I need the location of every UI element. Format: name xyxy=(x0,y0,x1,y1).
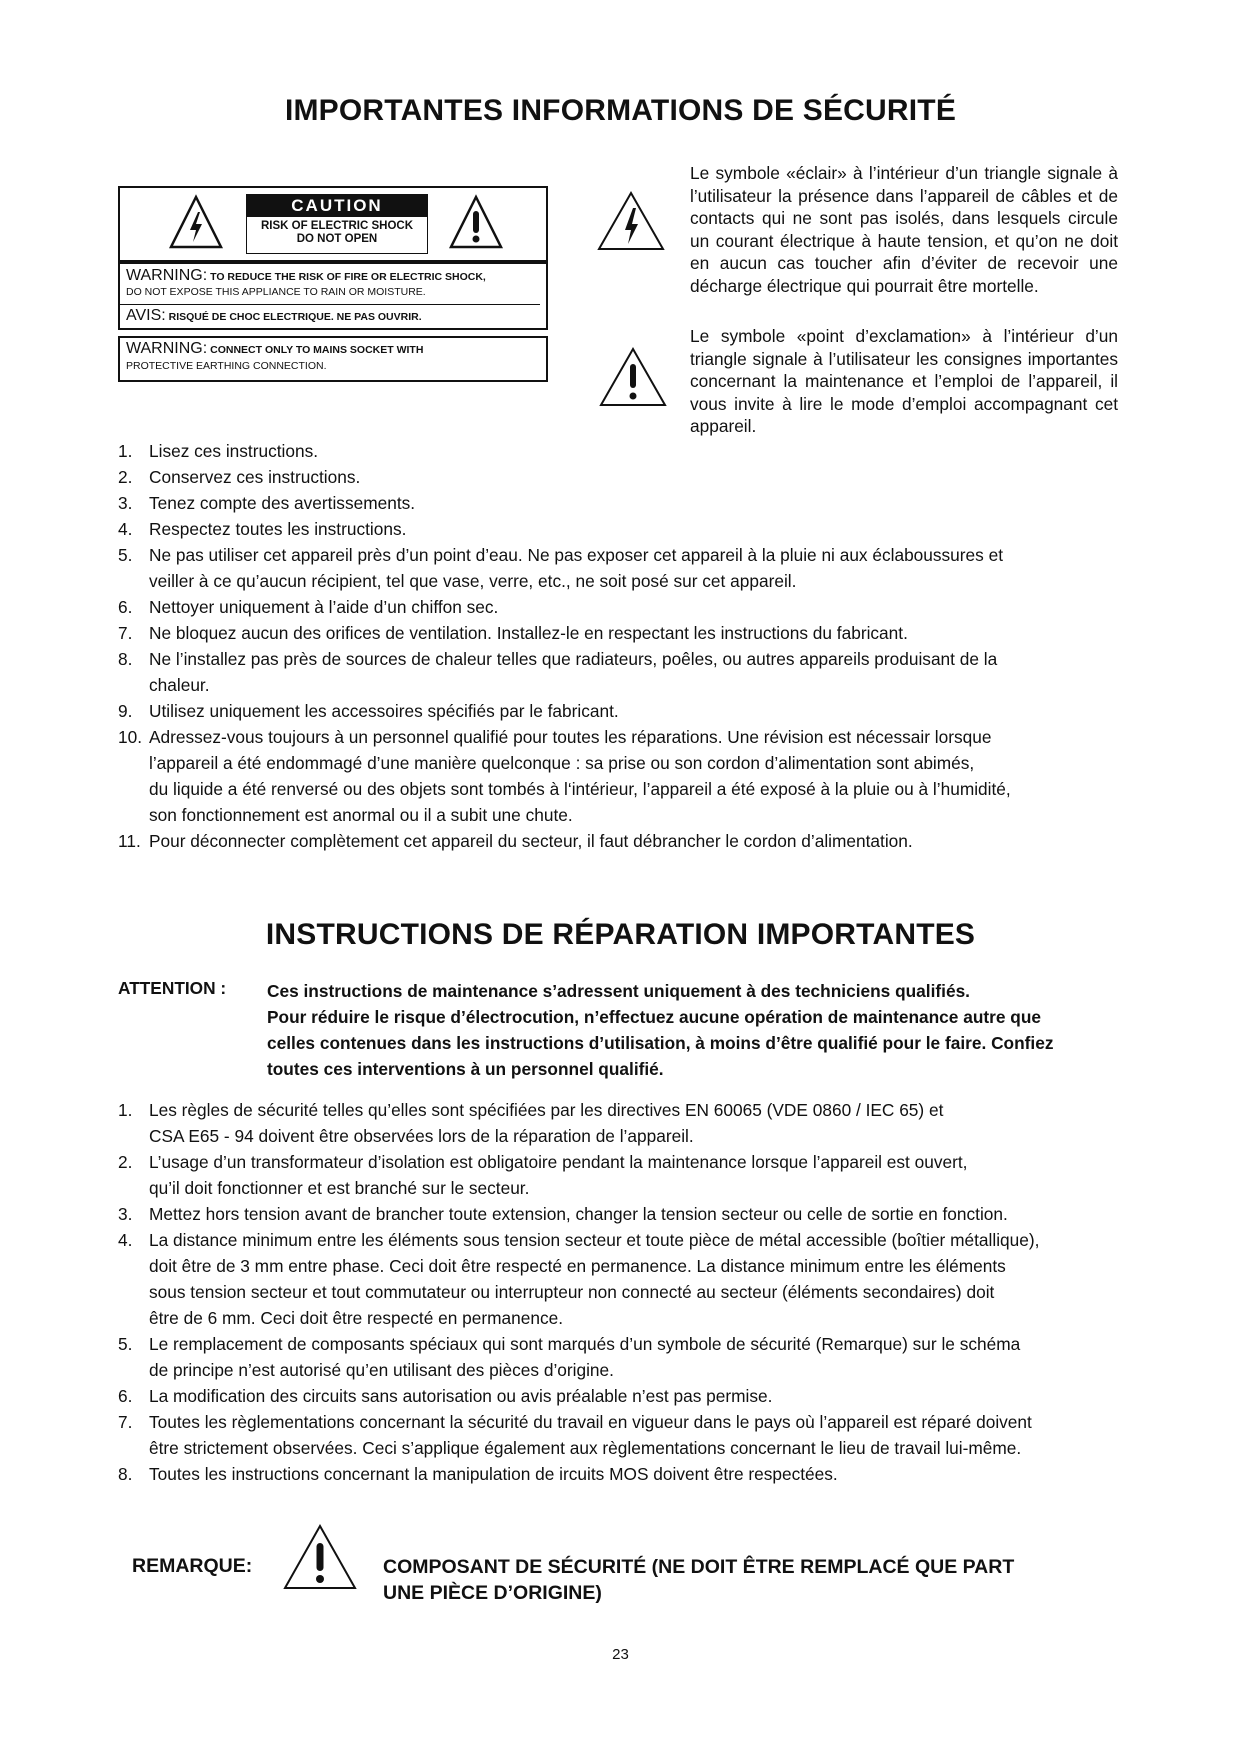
list-item xyxy=(118,438,1128,464)
list-item xyxy=(118,1331,1128,1383)
list-item-text: être de 6 mm. Ceci doit être respecté en permanence. xyxy=(149,1308,563,1328)
list-item-text: La distance minimum entre les éléments sous tension secteur et toute pièce de métal accessible (boîtier métallique), xyxy=(149,1230,1040,1250)
list-item-text: être strictement observées. Ceci s’applique également aux règlementations concernant le lieu de travail lui-même. xyxy=(149,1438,1022,1458)
list-item-number: 7. xyxy=(118,623,133,643)
list-item-number: 3. xyxy=(118,1204,133,1224)
list-item xyxy=(118,464,1128,490)
attention-line: Pour réduire le risque d’électrocution, n’effectuez aucune opération de maintenance autre que xyxy=(267,1007,1041,1027)
list-item-number: 2. xyxy=(118,1152,133,1172)
warning1-text-a: TO REDUCE THE RISK OF FIRE OR ELECTRIC SHOCK, xyxy=(207,271,486,283)
list-item-text: Tenez compte des avertissements. xyxy=(149,493,416,513)
safety-title: IMPORTANTES INFORMATIONS DE SÉCURITÉ xyxy=(284,94,957,127)
list-item-number: 8. xyxy=(118,649,133,669)
list-item-number: 8. xyxy=(118,1464,133,1484)
list-item-text: son fonctionnement est anormal ou il a subit une chute. xyxy=(149,805,573,825)
list-item-text: Pour déconnecter complètement cet appareil du secteur, il faut débrancher le cordon d’alimentation. xyxy=(149,831,913,851)
remarque-line2: UNE PIÈCE D’ORIGINE) xyxy=(383,1582,602,1604)
remarque-text xyxy=(383,1554,1103,1606)
exclamation-symbol-description: Le symbole «point d’exclamation» à l’intérieur d’un triangle signale à l’utilisateur les consignes importantes concernant la maintenance et l’emploi de l’appareil, il vous invite à lire le mode d’emploi accompagnant cet appareil. xyxy=(690,326,1118,436)
repair-title: INSTRUCTIONS DE RÉPARATION IMPORTANTES xyxy=(265,918,976,951)
exclamation-triangle-icon xyxy=(282,1523,358,1591)
list-item xyxy=(118,1383,1128,1409)
warning1-line-a xyxy=(126,267,486,285)
earthing-warning-panel xyxy=(118,336,548,382)
safety-instructions-list xyxy=(118,438,1128,854)
list-item-number: 5. xyxy=(118,1334,133,1354)
list-item xyxy=(118,542,1128,594)
caution-heading: CAUTION xyxy=(247,195,427,217)
list-item xyxy=(118,1461,1128,1487)
avis-text: RISQUÉ DE CHOC ELECTRIQUE. NE PAS OUVRIR. xyxy=(165,311,422,323)
list-item xyxy=(118,698,1128,724)
list-item-text: veiller à ce qu’aucun récipient, tel que vase, verre, etc., ne soit posé sur cet appareil. xyxy=(149,571,797,591)
list-item-text: chaleur. xyxy=(149,675,210,695)
warning-panel xyxy=(118,262,548,330)
remarque-label: REMARQUE: xyxy=(132,1555,253,1577)
list-item-text: Lisez ces instructions. xyxy=(149,441,319,461)
caution-risk-line2: DO NOT OPEN xyxy=(296,233,378,245)
list-item-text: CSA E65 - 94 doivent être observées lors de la réparation de l’appareil. xyxy=(149,1126,694,1146)
list-item-text: Conservez ces instructions. xyxy=(149,467,361,487)
caution-risk-line1: RISK OF ELECTRIC SHOCK xyxy=(260,220,414,232)
attention-line: celles contenues dans les instructions d’utilisation, à moins d’être qualifié pour le faire. Confiez xyxy=(267,1033,1054,1053)
lightning-symbol-description: Le symbole «éclair» à l’intérieur d’un triangle signale à l’utilisateur la présence dans l’appareil de câbles et de contacts qui ne sont pas isolés, dans lesquels circule un courant électrique à haute tension, et qu’on ne doit en aucun cas toucher afin d’éviter de recevoir une décharge électrique qui pourrait être mortelle. xyxy=(690,163,1118,296)
list-item-text: Utilisez uniquement les accessoires spécifiés par le fabricant. xyxy=(149,701,619,721)
remarque-line1: COMPOSANT DE SÉCURITÉ (NE DOIT ÊTRE REMPLACÉ QUE PART xyxy=(383,1556,1015,1578)
page-number: 23 xyxy=(612,1646,629,1663)
caution-label-panel xyxy=(118,186,548,262)
list-item-number: 6. xyxy=(118,1386,133,1406)
list-item-text: Adressez-vous toujours à un personnel qualifié pour toutes les réparations. Une révision est nécessair lorsque xyxy=(149,727,992,747)
list-item-text: Ne bloquez aucun des orifices de ventilation. Installez-le en respectant les instructions du fabricant. xyxy=(149,623,908,643)
list-item-text: Toutes les règlementations concernant la sécurité du travail en vigueur dans le pays où l’appareil est réparé doivent xyxy=(149,1412,1032,1432)
list-item-number: 11. xyxy=(118,831,141,851)
lightning-symbol-icon xyxy=(596,190,666,252)
list-item xyxy=(118,594,1128,620)
list-item-text: Nettoyer uniquement à l’aide d’un chiffon sec. xyxy=(149,597,499,617)
list-item-text: l’appareil a été endommagé d’une manière quelconque : sa prise ou son cordon d’alimentation sont abimés, xyxy=(149,753,975,773)
list-item-text: de principe n’est autorisé qu’en utilisant des pièces d’origine. xyxy=(149,1360,614,1380)
list-item-number: 3. xyxy=(118,493,133,513)
attention-text xyxy=(267,978,1127,1082)
list-item-text: sous tension secteur et tout commutateur ou interrupteur non connecté au secteur (éléments secondaires) doit xyxy=(149,1282,995,1302)
list-item xyxy=(118,1227,1128,1331)
list-item xyxy=(118,646,1128,698)
list-item-text: doit être de 3 mm entre phase. Ceci doit être respecté en permanence. La distance minimum entre les éléments xyxy=(149,1256,1006,1276)
warning2-text-b: PROTECTIVE EARTHING CONNECTION. xyxy=(126,360,327,372)
warning2-line-a xyxy=(126,340,423,358)
exclamation-symbol-icon xyxy=(598,346,668,408)
list-item-text: Ne l’installez pas près de sources de chaleur telles que radiateurs, poêles, ou autres appareils produisant de la xyxy=(149,649,998,669)
list-item-text: Respectez toutes les instructions. xyxy=(149,519,407,539)
list-item-number: 6. xyxy=(118,597,133,617)
list-item-number: 4. xyxy=(118,519,133,539)
warning2-text-a: CONNECT ONLY TO MAINS SOCKET WITH xyxy=(207,344,424,356)
attention-line: toutes ces interventions à un personnel qualifié. xyxy=(267,1059,664,1079)
list-item xyxy=(118,1409,1128,1461)
attention-label: ATTENTION : xyxy=(118,978,227,998)
list-item xyxy=(118,828,1128,854)
list-item-text: L’usage d’un transformateur d’isolation est obligatoire pendant la maintenance lorsque l’appareil est ouvert, xyxy=(149,1152,968,1172)
list-item-number: 4. xyxy=(118,1230,133,1250)
list-item-text: Mettez hors tension avant de brancher toute extension, changer la tension secteur ou celle de sortie en fonction. xyxy=(149,1204,1008,1224)
caution-box xyxy=(246,194,428,254)
list-item-number: 10. xyxy=(118,727,143,747)
list-item-text: Toutes les instructions concernant la manipulation de ircuits MOS doivent être respectées. xyxy=(149,1464,838,1484)
list-item-text: Le remplacement de composants spéciaux qui sont marqués d’un symbole de sécurité (Remarque) sur le schéma xyxy=(149,1334,1021,1354)
warning1-text-b: DO NOT EXPOSE THIS APPLIANCE TO RAIN OR MOISTURE. xyxy=(126,286,426,298)
list-item-number: 5. xyxy=(118,545,133,565)
list-item xyxy=(118,724,1128,828)
list-item-number: 9. xyxy=(118,701,133,721)
list-item xyxy=(118,1097,1128,1149)
lightning-triangle-icon xyxy=(168,194,224,250)
list-item xyxy=(118,490,1128,516)
avis-line xyxy=(120,304,540,325)
list-item-text: La modification des circuits sans autorisation ou avis préalable n’est pas permise. xyxy=(149,1386,773,1406)
list-item-number: 2. xyxy=(118,467,133,487)
avis-lead: AVIS: xyxy=(126,307,166,324)
list-item-text: du liquide a été renversé ou des objets sont tombés à l‘intérieur, l’appareil a été exposé à la pluie ou à l’humidité, xyxy=(149,779,1011,799)
exclamation-triangle-icon xyxy=(448,194,504,250)
repair-instructions-list xyxy=(118,1097,1128,1487)
list-item-number: 1. xyxy=(118,441,133,461)
list-item-text: Les règles de sécurité telles qu’elles sont spécifiées par les directives EN 60065 (VDE 0860 / IEC 65) et xyxy=(149,1100,944,1120)
list-item-text: qu’il doit fonctionner et est branché sur le secteur. xyxy=(149,1178,530,1198)
warning1-lead: WARNING: xyxy=(126,267,208,284)
list-item-text: Ne pas utiliser cet appareil près d’un point d’eau. Ne pas exposer cet appareil à la pluie ni aux éclaboussures et xyxy=(149,545,1004,565)
list-item xyxy=(118,1149,1128,1201)
list-item xyxy=(118,516,1128,542)
attention-line: Ces instructions de maintenance s’adressent uniquement à des techniciens qualifiés. xyxy=(267,981,970,1001)
list-item-number: 7. xyxy=(118,1412,133,1432)
list-item xyxy=(118,620,1128,646)
warning2-lead: WARNING: xyxy=(126,340,208,357)
list-item-number: 1. xyxy=(118,1100,133,1120)
list-item xyxy=(118,1201,1128,1227)
